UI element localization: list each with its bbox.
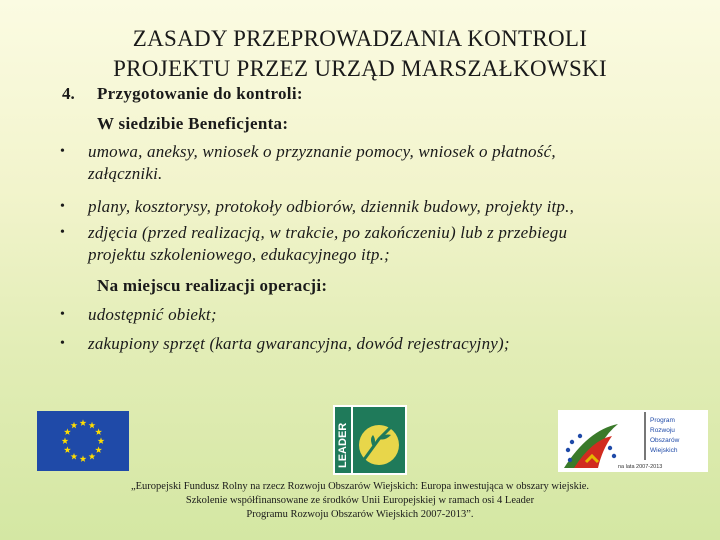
list-item-line: udostępnić obiekt; [88, 305, 217, 324]
eu-flag-icon [37, 411, 129, 471]
list-item-line: umowa, aneksy, wniosek o przyznanie pomocy, wniosek o płatność, [88, 142, 556, 161]
list-item-line: zakupiony sprzęt (karta gwarancyjna, dowód rejestracyjny); [88, 334, 510, 353]
bullet-icon: • [60, 307, 66, 322]
bullet-icon: • [60, 336, 66, 351]
prow-logo-icon [558, 410, 708, 472]
prow-line3: Obszarów [650, 437, 680, 444]
list-item-line: plany, kosztorysy, protokoły odbiorów, dziennik budowy, projekty itp., [88, 197, 575, 216]
list-item-line: zdjęcia (przed realizacją, w trakcie, po zakończeniu) lub z przebiegu [88, 223, 568, 242]
footer-line2: Szkolenie współfinansowane ze środków Unii Europejskiej w ramach osi 4 Leader [185, 495, 535, 506]
list-item [60, 196, 575, 218]
slide-title-line1: ZASADY PRZEPROWADZANIA KONTROLI [132, 26, 588, 51]
leader-logo-icon [333, 405, 407, 475]
list-item-line: projektu szkoleniowego, edukacyjnego itp.; [88, 245, 390, 264]
group2-heading: Na miejscu realizacji operacji: [97, 276, 328, 295]
bullet-icon: • [60, 225, 66, 240]
footer-line1: „Europejski Fundusz Rolny na rzecz Rozwoju Obszarów Wiejskich: Europa inwestująca w obszary wiejskie. [130, 481, 590, 492]
prow-line4: Wiejskich [650, 447, 678, 454]
slide-title-line2: PROJEKTU PRZEZ URZĄD MARSZAŁKOWSKI [113, 56, 607, 81]
list-item [60, 304, 217, 326]
prow-line2: Rozwoju [650, 427, 675, 434]
prow-line1: Program [650, 417, 675, 424]
group1-heading: W siedzibie Beneficjenta: [97, 114, 289, 133]
section-number: 4. [62, 84, 75, 103]
prow-line5: na lata 2007-2013 [618, 464, 663, 470]
bullet-icon: • [60, 199, 66, 214]
list-item [60, 333, 510, 355]
slide-title [0, 24, 720, 84]
footer-note [0, 480, 720, 522]
bullet-icon: • [60, 144, 66, 159]
footer-line3: Programu Rozwoju Obszarów Wiejskich 2007-2013”. [246, 509, 474, 520]
list-item [60, 222, 568, 266]
leader-text: LEADER [337, 422, 349, 468]
list-item-line: załączniki. [88, 164, 163, 183]
list-item [60, 141, 556, 185]
section-heading: Przygotowanie do kontroli: [97, 84, 303, 103]
